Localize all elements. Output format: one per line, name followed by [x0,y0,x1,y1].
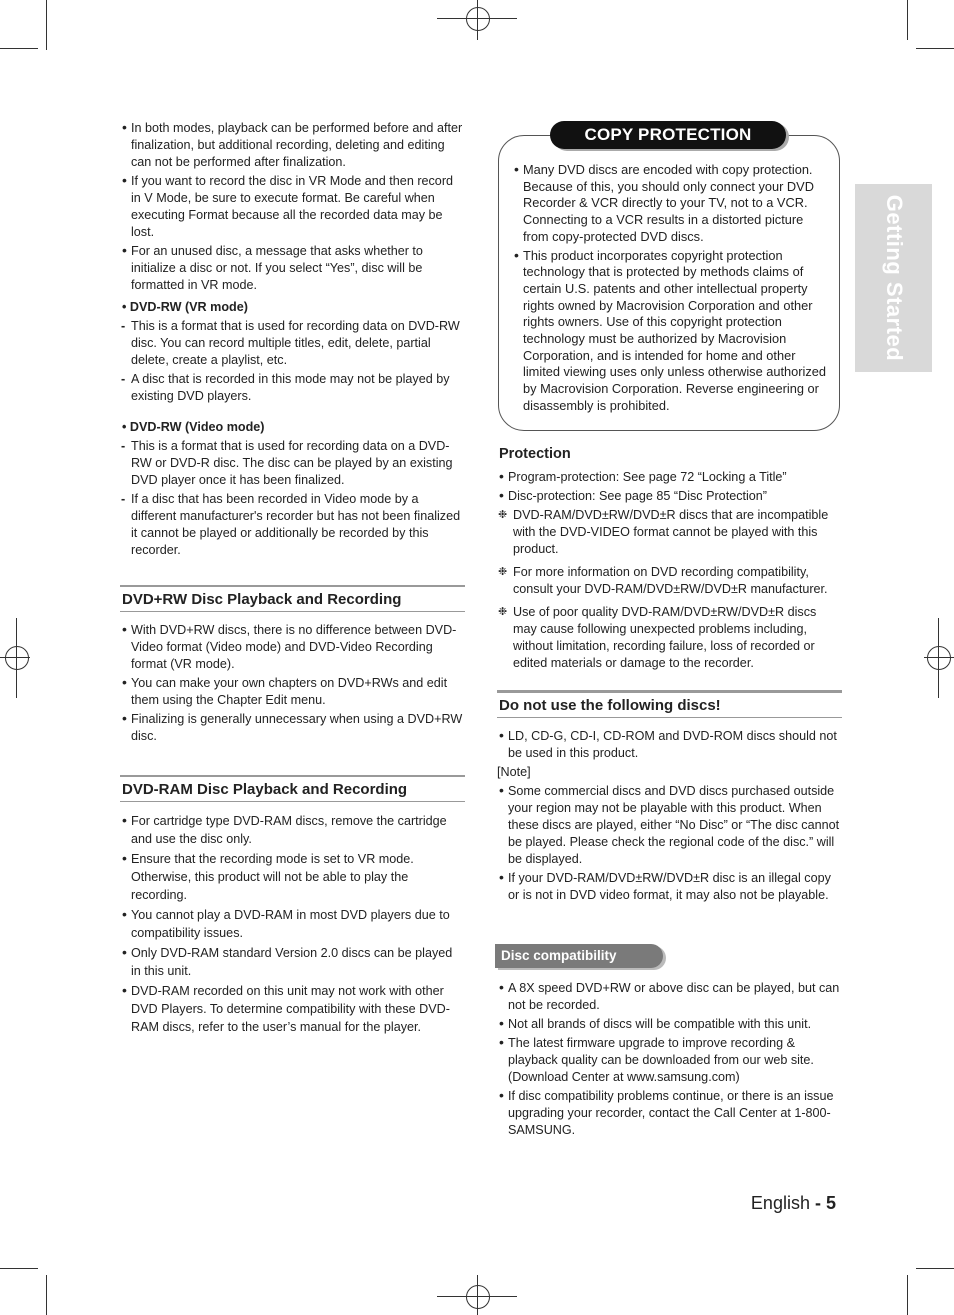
list-item: • In both modes, playback can be performed before and after finalization, but additional recording, deleting and editing can not be performed after finalization. [120,120,465,171]
do-not-use-title: Do not use the following discs! [497,690,842,718]
list-item: • Some commercial discs and DVD discs purchased outside your region may not be playable with this product. When these discs are played, either “No Disc” or “The disc cannot be played. Please check the regional code of the disc.” will be displayed. [497,783,842,868]
list-item: • Finalizing is generally unnecessary when using a DVD+RW disc. [120,711,465,745]
footer-language: English [750,1193,810,1213]
list-item: • If disc compatibility problems continue, or there is an issue upgrading your recorder, contact the Call Center at 1-800-SAMSUNG. [497,1088,842,1139]
page-number [751,1193,836,1214]
list-item: • You cannot play a DVD-RAM in most DVD players due to compatibility issues. [120,906,465,942]
crop-mark [0,1268,38,1269]
list-item: • Ensure that the recording mode is set to VR mode. Otherwise, this product will not be able to play the recording. [120,850,465,904]
disc-compatibility-title: Disc compatibility [495,944,663,968]
chapter-tab [855,184,932,372]
copy-protection-title: COPY PROTECTION [550,121,786,149]
list-item: • Not all brands of discs will be compatible with this unit. [497,1016,842,1033]
crop-mark [916,1268,954,1269]
do-not-use-list [497,728,842,904]
crop-mark [46,1275,47,1315]
list-item: • Only DVD-RAM standard Version 2.0 discs can be played in this unit. [120,944,465,980]
vr-mode-heading: • DVD-RW (VR mode) [122,300,248,314]
disc-compatibility-body [497,980,842,1141]
video-mode-list [120,438,465,559]
note-label: [Note] [497,765,531,779]
list-item: • If you want to record the disc in VR Mode and then record in V Mode, be sure to execute format. Be careful when executing Format because all the recorded data may be lost. [120,173,465,241]
chapter-tab-label: Getting Started [881,194,907,362]
registration-circle [466,1285,490,1309]
dvdram-list [120,812,465,1036]
list-item: • The latest firmware upgrade to improve recording & playback quality can be downloaded from our web site. (Download Center at www.samsung.com) [497,1035,842,1086]
protection-notes [497,507,842,672]
note-item: ❉ Use of poor quality DVD-RAM/DVD±RW/DVD±R discs may cause following unexpected problems including, without limitation, recording failure, loss of recorded or edited materials or damage to the recorder. [497,604,842,672]
list-item: - A disc that is recorded in this mode may not be played by existing DVD players. [120,371,465,405]
list-item: • Disc-protection: See page 85 “Disc Protection” [497,488,842,505]
list-item: • A 8X speed DVD+RW or above disc can be played, but can not be recorded. [497,980,842,1014]
note-item: ❉ DVD-RAM/DVD±RW/DVD±R discs that are incompatible with the DVD-VIDEO format cannot be played with this product. [497,507,842,558]
registration-circle [466,7,490,31]
copy-protection-list [512,162,828,415]
crop-mark [46,0,47,50]
dvdrw-list [120,622,465,745]
video-mode-heading: • DVD-RW (Video mode) [122,420,265,434]
protection-list [497,469,842,505]
crop-mark [907,0,908,40]
list-item: • You can make your own chapters on DVD+RWs and edit them using the Chapter Edit menu. [120,675,465,709]
list-item: • For an unused disc, a message that asks whether to initialize a disc or not. If you select “Yes”, disc will be formatted in VR mode. [120,243,465,294]
list-item: • For cartridge type DVD-RAM discs, remove the cartridge and use the disc only. [120,812,465,848]
list-item: • Program-protection: See page 72 “Locking a Title” [497,469,842,486]
crop-mark [916,48,954,49]
registration-circle [927,646,951,670]
protection-heading: Protection [499,446,571,462]
list-item: • With DVD+RW discs, there is no difference between DVD-Video format (Video mode) and DVD-Video Recording format (VR mode). [120,622,465,673]
disc-compatibility-list [497,980,842,1139]
list-item: • Many DVD discs are encoded with copy protection. Because of this, you should only connect your DVD Recorder & VCR directly to your TV, not to a VCR. Connecting to a VCR results in a distorted picture from copy-protected DVD discs. [512,162,828,246]
copy-protection-body [512,162,828,417]
list-item: • LD, CD-G, CD-I, CD-ROM and DVD-ROM discs should not be used in this product. [497,728,842,762]
list-item: - This is a format that is used for recording data on a DVD-RW or DVD-R disc. The disc can be played by an existing DVD player once it has been finalized. [120,438,465,489]
dvdram-section-title: DVD-RAM Disc Playback and Recording [120,775,465,802]
note-item: ❉ For more information on DVD recording compatibility, consult your DVD-RAM/DVD±RW/DVD±R manufacturer. [497,564,842,598]
list-item: - If a disc that has been recorded in Video mode by a different manufacturer's recorder but has not been finalized it cannot be played or additionally be recorded by this recorder. [120,491,465,559]
crop-mark [907,1275,908,1315]
dvdrw-section-title: DVD+RW Disc Playback and Recording [120,585,465,612]
left-column [120,120,465,1038]
crop-mark [0,48,38,49]
registration-circle [5,646,29,670]
intro-list [120,120,465,294]
footer-page: - 5 [814,1193,836,1213]
list-item: • If your DVD-RAM/DVD±RW/DVD±R disc is an illegal copy or is not in DVD video format, it may also not be playable. [497,870,842,904]
vr-mode-list [120,318,465,405]
list-item: • This product incorporates copyright protection technology that is protected by methods claims of certain U.S. patents and other intellectual property rights owned by Macrovision Corporation and other rights owners. Use of this copyright protection technology must be authorized by Macrovision Corporation, and is intended for home and other limited viewing uses only unless otherwise authorized by Macrovision Corporation. Reverse engineering or disassembly is prohibited. [512,248,828,415]
list-item: - This is a format that is used for recording data on DVD-RW disc. You can record multiple titles, edit, delete, partial delete, create a playlist, etc. [120,318,465,369]
right-column [497,446,842,906]
list-item: • DVD-RAM recorded on this unit may not work with other DVD Players. To determine compatibility with these DVD-RAM discs, refer to the user’s manual for the player. [120,982,465,1036]
